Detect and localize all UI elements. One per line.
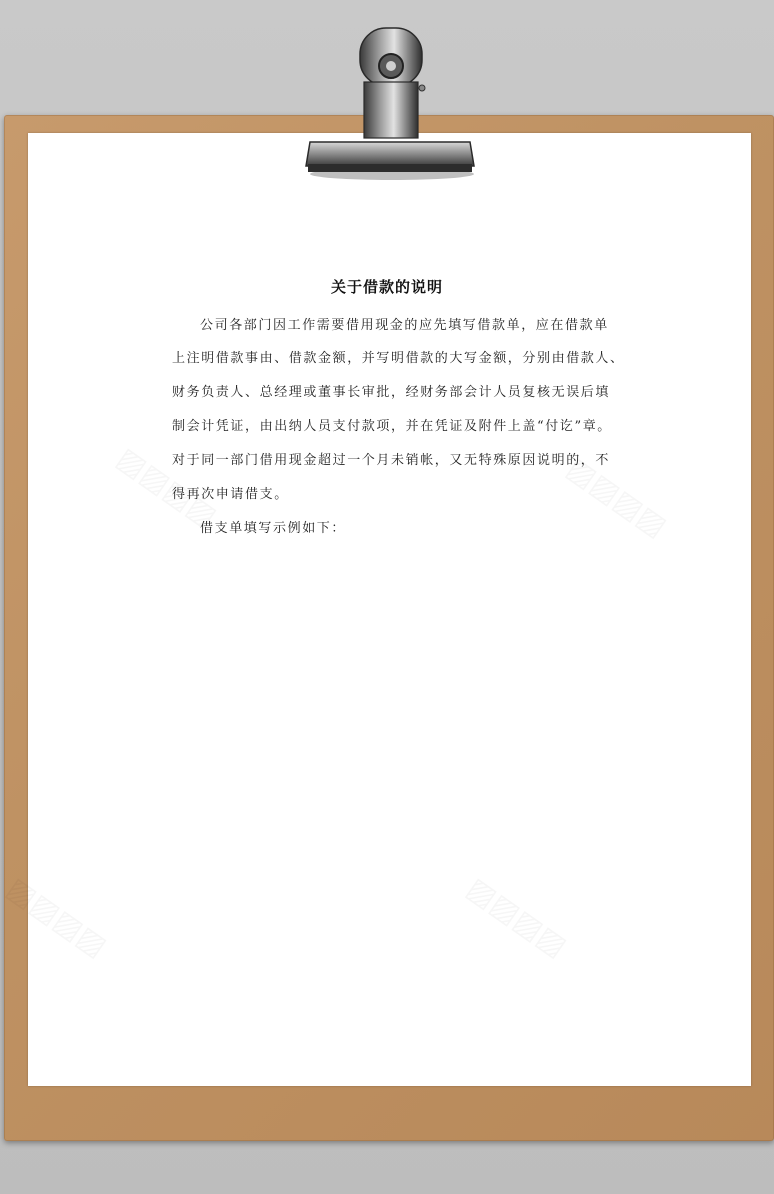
paragraph-line: 对于同一部门借用现金超过一个月未销帐，又无特殊原因说明的，不 bbox=[172, 453, 611, 468]
paragraph-line: 公司各部门因工作需要借用现金的应先填写借款单，应在借款单 bbox=[200, 318, 609, 333]
paragraph-line: 得再次申请借支。 bbox=[172, 487, 289, 502]
example-intro-line: 借支单填写示例如下： bbox=[200, 521, 347, 536]
paragraph-line: 制会计凭证，由出纳人员支付款项，并在凭证及附件上盖“付讫”章。 bbox=[172, 419, 612, 434]
paragraph-line: 财务负责人、总经理或董事长审批，经财务部会计人员复核无误后填 bbox=[172, 385, 611, 400]
binder-clip-icon bbox=[300, 24, 480, 180]
paragraph-line: 上注明借款事由、借款金额，并写明借款的大写金额，分别由借款人、 bbox=[172, 351, 625, 366]
document-title: 关于借款的说明 bbox=[330, 278, 443, 296]
